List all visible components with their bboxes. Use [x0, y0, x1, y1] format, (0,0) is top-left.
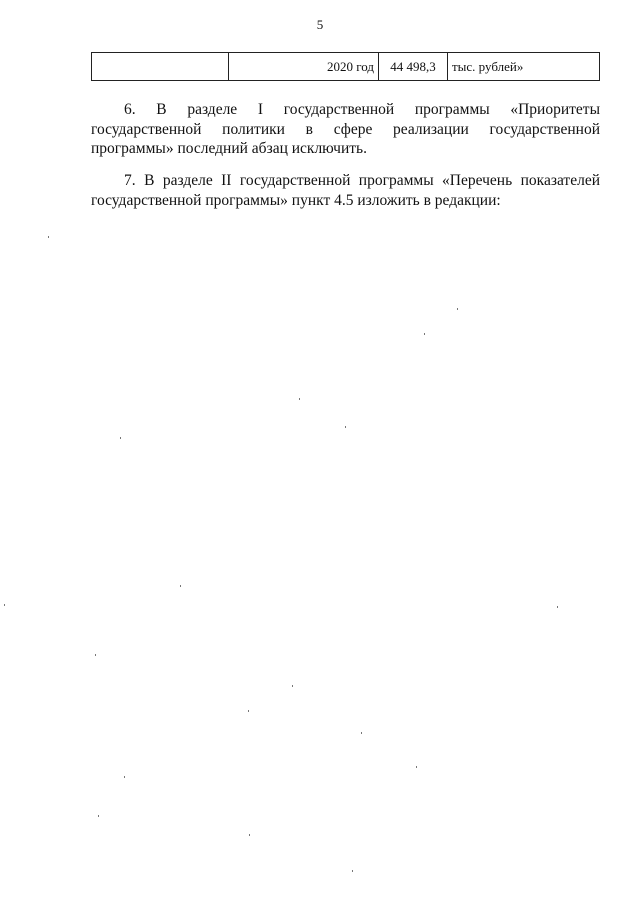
scan-speck — [557, 606, 558, 608]
scan-speck — [4, 604, 5, 606]
scan-speck — [361, 732, 362, 734]
page-number: 5 — [316, 17, 324, 32]
table-row — [92, 53, 600, 81]
scan-speck — [416, 766, 417, 768]
table-cell-year: 2020 год — [229, 53, 379, 81]
scan-speck — [180, 585, 181, 587]
paragraph-6: 6. В разделе I государственной программы «Приоритеты государственной политики в сфере реализации государственной программы» последний абзац исключить. — [91, 101, 600, 157]
scan-speck — [248, 710, 249, 712]
scan-speck — [299, 398, 300, 400]
scan-speck — [457, 308, 458, 310]
budget-table — [91, 52, 600, 81]
scan-speck — [95, 654, 96, 656]
scan-speck — [98, 815, 99, 817]
scan-speck — [345, 426, 346, 428]
scan-speck — [249, 834, 250, 836]
scan-speck — [292, 685, 293, 687]
table-cell-empty — [92, 53, 229, 81]
scan-speck — [424, 333, 425, 335]
scan-speck — [120, 437, 121, 439]
scan-speck — [352, 870, 353, 872]
table-cell-unit: тыс. рублей» — [448, 53, 600, 81]
scan-speck — [48, 236, 49, 238]
scan-speck — [124, 776, 125, 778]
paragraph-7: 7. В разделе II государственной программы «Перечень показателей государственной программы» пункт 4.5 изложить в редакции: — [91, 172, 600, 209]
table-cell-amount: 44 498,3 — [379, 53, 448, 81]
